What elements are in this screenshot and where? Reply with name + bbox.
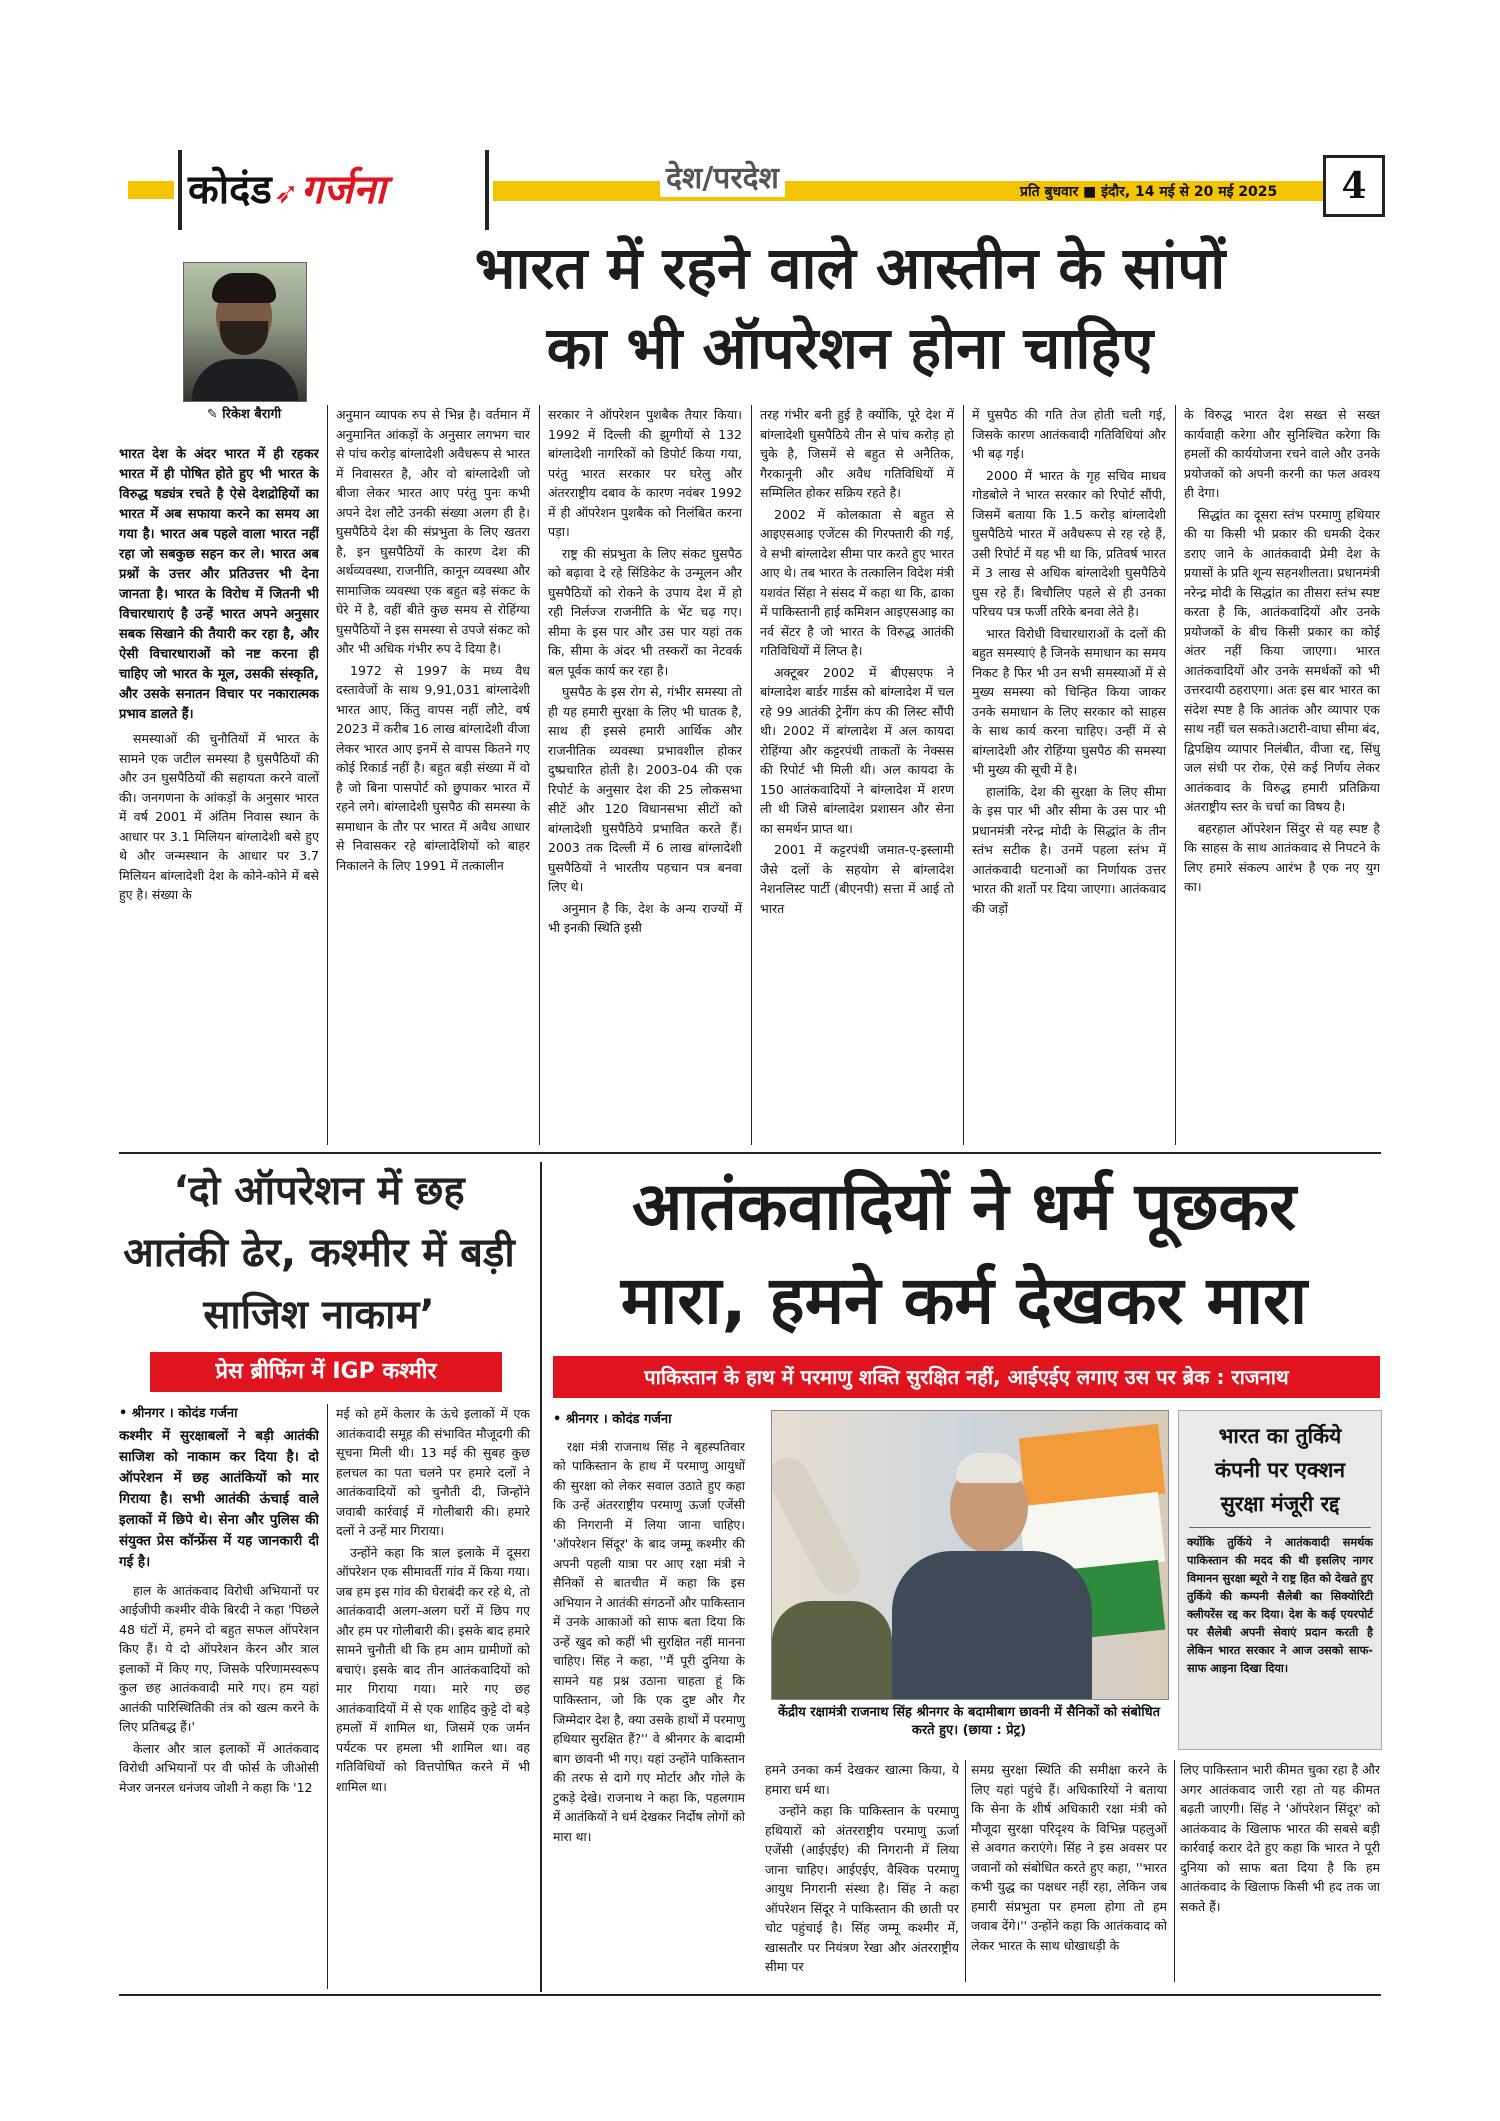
article1-col5d: हालांकि, देश की सुरक्षा के लिए सीमा के इस पार भी और सीमा के उस पार भी प्रधानमंत्री नरेन्द्र मोदी के सिद्धांत के तीन स्तंभ सटीक है। उनमें पहला स्तंभ में आतंकवादी घटनाओं का निर्णायक उत्तर भारत की शर्तो पर दिया जाएगा। आतंकवाद की जड़ों — [972, 783, 1166, 916]
article1-col2a: अनुमान व्यापक रुप से भिन्न है। वर्तमान में अनुमानित आंकड़ों के अनुसार लगभग चार से पांच करोड़ बांग्लादेशी अवैधरूप से भारत में निवासरत है, और वो बांग्लादेशी जो बीजा लेकर भारत आए परंतु पुनः कभी अपने देश लौटे उनकी संख्या अलग ही है। घुसपैठिये देश की संप्रभुता के लिए खतरा है, इन घुसपैठियों के कारण देश की अर्थव्यवस्था, राजनीति, कानून व्यवस्था और सामाजिक व्यवस्था एक बहुत बड़े संकट के घेरे में है, वहीं बीते कुछ समय से रोहिंग्या घुसपैठियों ने इस समस्या से उपजे संकट को और भी अधिक गंभीर रुप दे दिया है। — [336, 407, 530, 656]
column-rule — [540, 1162, 542, 1992]
issue-frequency: प्रति बुधवार — [1020, 184, 1079, 200]
author-photo-beard — [220, 321, 268, 355]
section-title: देश/परदेश — [660, 156, 785, 197]
article2-col1b-text: केलार और त्राल इलाकों में आतंकवाद विरोधी अभियानों पर वी फोर्स के जीओसी मेजर जनरल धनंजय जोशी ने कहा कि '12 — [119, 1740, 319, 1795]
author-photo-shirt — [192, 359, 298, 402]
issue-info: प्रति बुधवार ■ इंदौर, 14 मई से 20 मई 2025 — [1020, 184, 1278, 200]
section-divider — [119, 1152, 1381, 1154]
article1-col4b: 2002 में कोलकाता से बहुत से आइएसआइ एजेंटस की गिरफ्तारी की गई, वे सभी बांग्लादेश सीमा पार करते हुए भारत आए थे। तब भारत के तत्कालिन विदेश मंत्री यशवंत सिंहा ने संसद में कहा था कि, ढाका में पाकिस्तानी हाई कमिशन आइएसआइ का नर्व सेंटर है जो भारत के विरुद्ध आतंकी गतिविधियों में लिप्त है। — [760, 506, 954, 658]
article1-col3d: अनुमान है कि, देश के अन्य राज्यों में भी इनकी स्थिति इसी — [548, 900, 742, 935]
sidebar-box — [1178, 1410, 1382, 1750]
article3-col2-text: हमने उनका कर्म देखकर खात्मा किया, ये हमारा धर्म था। — [765, 1762, 959, 1797]
column-rule — [1174, 1760, 1175, 1982]
sidebar-headline-line1: भारत का तुर्किये — [1218, 1424, 1342, 1448]
article3-col4-text: लिए पाकिस्तान भारी कीमत चुका रहा है और अगर आतंकवाद जारी रहा तो यह कीमत बढ़ती जाएगी। सिंह ने 'ऑपरेशन सिंदूर' को आतंकवाद के खिलाफ भारत की सबसे बड़ी कार्रवाई करार देते हुए कहा कि भारत ने पूरी दुनिया को साफ बता दिया है कि हम आतंकवाद के खिलाफ किसी भी हद तक जा सकते हैं। — [1180, 1762, 1380, 1914]
photo-person-arm — [771, 1450, 867, 1601]
article3-column-4 — [1180, 1760, 1380, 1982]
article1-col3c: घुसपैठ के इस रोग से, गंभीर समस्या तो ही यह हमारी सुरक्षा के लिए भी घातक है, साथ ही इससे हमारी आर्थिक और राजनीतिक व्यवस्था प्रभावशील होकर दुष्प्रचारित होती है। 2003-04 की एक रिपोर्ट के अनुसार देश की 25 लोकसभा सीटें और 120 विधानसभा सीटों को बांग्लादेशी घुसपैठिये प्रभावित करते हैं। 2003 तक दिल्ली में 6 लाख बांग्लादेशी घुसपैठियों ने भारतीय पहचान पत्र बनवा लिए थे। — [548, 684, 742, 894]
article1-col1-text: समस्याओं की चुनौतियों में भारत के सामने एक जटील समस्या है घुसपैठियों की और उन घुसपैठियों की सहायता करने वालों की। जनगणना के आंकड़ों के अनुसार भारत में वर्ष 2001 में अंतिम निवास स्थान के आधार पर 3.1 मिलियन बांग्लादेशी बसे हुए थे और जन्मस्थान के आधार पर 3.7 मिलियन बांग्लादेशी देश के कोने-कोने में बसे हुए है। संख्या के — [119, 731, 319, 902]
article1-col5c: भारत विरोधी विचारधाराओं के दलों की बहुत समस्याएं है जिनके समाधान का समय निकट है फिर भी उन सभी समस्याओं में से मुख्य समस्या को चिन्हित किया जाकर उनके समाधान के लिए सरकार को साहस के साथ कार्य करना चाहिए। उन्हीं में से बांग्लादेशी और रोहिंग्या घुसपैठ की समस्या भी मुख्य की सूची में है। — [972, 625, 1166, 777]
article3-headline-line2: मारा, हमने कर्म देखकर मारा — [620, 1262, 1308, 1339]
article3-column-3 — [971, 1760, 1167, 1982]
article2-col1-text: हाल के आतंकवाद विरोधी अभियानों पर आईजीपी कश्मीर वीके बिरदी ने कहा 'पिछले 48 घंटों में, हमने दो बहुत सफल ऑपरेशन किए हैं। ये दो ऑपरेशन केरन और त्राल इलाकों में किए गए, जिसके परिणामस्वरूप कुल छह आतंकवादी मारे गए। हम यहां आतंकी पारिस्थितिकी तंत्र को खत्म करने के लिए प्रतिबद्ध हैं।' — [119, 1582, 319, 1734]
article1-column-4 — [760, 405, 954, 1145]
article1-col2b: 1972 से 1997 के मध्य वैध दस्तावेजों के साथ 9,91,031 बांग्लादेशी भारत आए, किंतु वापस नहीं लौटे, वर्ष 2023 में करीब 16 लाख बांग्लादेशी वीजा लेकर भारत आए इनमें से वापस कितने गए कोई रिकार्ड नहीं है। बहुत बड़ी संख्या में वो है जो बिना पासपोर्ट को छुपाकर भारत में रहने लगे। बांग्लादेशी घुसपैठ की समस्या के समाधान के तौर पर भारत में अवैध आधार से निवासकर रहे बांग्लादेशियों को बाहर निकालने के लिए 1991 में तत्कालीन — [336, 662, 530, 873]
article1-lead: भारत देश के अंदर भारत में ही रहकर भारत में ही पोषित होते हुए भी भारत के विरुद्ध षड्यंत्र रचते है ऐसे देशद्रोहियों का भारत में अब सफाया करने का समय आ गया है। भारत अब पहले वाला भारत नहीं रहा जो सबकुछ सहन कर ले। भारत अब प्रश्नों के उत्तर और प्रतिउत्तर भी देना जानता है। भारत के विरोध में जितनी भी विचारधाराएं है उन्हें भारत अपने अनुसार सबक सिखाने की तैयारी कर रहा है, और ऐसी विचारधाराओं को नष्ट करना ही चाहिए जो भारत के मूल, उसकी संस्कृति, और उसके सनातन विचार पर नकारात्मक प्रभाव डालते हैं। — [119, 447, 319, 722]
masthead-bar-left — [128, 181, 174, 199]
masthead-divider — [178, 150, 182, 230]
column-rule — [965, 1760, 966, 1982]
author-photo-hair — [212, 273, 276, 303]
article2-headline: ‘दो ऑपरेशन में छह आतंकी ढेर, कश्मीर में बड़ी साजिश नाकाम’ — [123, 1168, 515, 1338]
page-bottom-rule — [119, 1994, 1381, 1996]
article1-headline — [320, 228, 1380, 388]
sidebar-headline — [1179, 1419, 1381, 1521]
sidebar-headline-line3: सुरक्षा मंजूरी रद्द — [1220, 1492, 1340, 1516]
sidebar-body: क्योंकि तुर्किये ने आतंकवादी समर्थक पाकिस्तान की मदद की थी इसलिए नागर विमानन सुरक्षा ब्यूरो ने राष्ट्र हित को देखते हुए तुर्किये की कम्पनी सैलेबी का सिक्योरिटी क्लीयरेंस रद्द कर दिया। देश के कई एयरपोर्ट पर सैलेबी अपनी सेवाएं प्रदान करती है लेकिन भारत सरकार ने आज उसको साफ-साफ आइना दिखा दिया। — [1187, 1536, 1373, 1675]
newspaper-logo — [188, 160, 386, 220]
article1-col5b: 2000 में भारत के गृह सचिव माधव गोडबोले ने भारत सरकार को रिपोर्ट सौंपी, जिसमें बताया कि 1.5 करोड़ बांग्लादेशी घुसपैठिये भारत में अवैधरूप से रह रहे हैं, उसी रिपोर्ट में यह भी था कि, प्रतिवर्ष भारत में 3 लाख से अधिक बांग्लादेशी घुसपैठिये घुस रहे हैं। बिचौलिए पहले से ही उनका परिचय पत्र फर्जी तरिके बनवा लेते है। — [972, 467, 1166, 619]
photo-person-hair — [956, 1453, 1022, 1483]
column-rule — [963, 405, 964, 1145]
article1-col6a: के विरुद्ध भारत देश सख्त से सख्त कार्यवाही करेगा और सुनिश्चित करेगा कि हमलों की कार्ययोजना रचने वाले और उनके प्रयोजकों को अपनी करनी का फल अवश्य ही देगा। — [1184, 407, 1380, 500]
article1-column-3 — [548, 405, 742, 1145]
article2-strap: प्रेस ब्रीफिंग में IGP कश्मीर — [150, 1352, 502, 1392]
logo-text-red: गर्जना — [300, 167, 386, 213]
sidebar-rule — [1189, 1527, 1371, 1528]
article3-strap: पाकिस्तान के हाथ में परमाणु शक्ति सुरक्षित नहीं, आईएईए लगाए उस पर ब्रेक : राजनाथ — [553, 1356, 1380, 1398]
article2-column-1 — [119, 1404, 319, 1989]
article1-headline-line1: भारत में रहने वाले आस्तीन के सांपों — [474, 234, 1226, 302]
column-rule — [539, 405, 540, 1145]
column-rule — [1175, 405, 1176, 1145]
article3-headline-line1: आतंकवादियों ने धर्म पूछकर — [631, 1168, 1297, 1245]
photo-caption: केंद्रीय रक्षामंत्री राजनाथ सिंह श्रीनगर के बदामीबाग छावनी में सैनिकों को संबोधित करते हुए। (छाया : प्रेट्र) — [777, 1705, 1160, 1738]
article3-column-2 — [765, 1760, 959, 1982]
column-rule — [327, 405, 328, 1145]
masthead-divider-2 — [485, 150, 489, 230]
article1-col3b: राष्ट्र की संप्रभुता के लिए संकट घुसपैठ को बढ़ावा दे रहे सिंडिकेट के उन्मूलन और घुसपैठियों को रोकने के उपाय देश में हो रही निर्लज्ज राजनीति के भेंट चढ़ गए। सीमा के इस पार और उस पार यहां तक कि, सीमा के अंदर भी तस्करों का नेटवर्क बल पूर्वक कार्य कर रहा है। — [548, 545, 742, 678]
column-rule — [751, 405, 752, 1145]
photo-soldier — [772, 1601, 892, 1700]
article1-col4a: तरह गंभीर बनी हुई है क्योंकि, पूरे देश में बांग्लादेशी घुसपैठिये तीन से पांच करोड़ हो चुके है, जिसमें से बहुत से अनैतिक, गैरकानूनी और अवैध गतिविधियों में सम्मिलित होकर सक्रिय रहते है। — [760, 407, 954, 500]
article1-headline-line2: का भी ऑपरेशन होना चाहिए — [546, 314, 1154, 382]
article3-headline — [548, 1160, 1380, 1348]
article2-column-2 — [336, 1404, 530, 1989]
article2-col2-text: मई को हमें केलार के ऊंचे इलाकों में एक आतंकवादी समूह की संभावित मौजूदगी की सूचना मिली थी। 13 मई की सुबह कुछ हलचल का पता चलने पर हमारे दलों ने आतंकवादियों को चुनौती दी, जिन्होंने जवाबी कार्रवाई में गोलीबारी की। हमारे दलों ने उन्हें मार गिराया। — [336, 1406, 530, 1538]
article3-col1-text: रक्षा मंत्री राजनाथ सिंह ने बृहस्पतिवार को पाकिस्तान के हाथ में परमाणु आयुधों की सुरक्षा को लेकर सवाल उठाते हुए कहा कि उन्हें अंतरराष्ट्रीय परमाणु ऊर्जा एजेंसी की निगरानी में लिया जाना चाहिए। 'ऑपरेशन सिंदूर' के बाद जम्मू कश्मीर की अपनी पहली यात्रा पर आए रक्षा मंत्री ने सैनिकों से बातचीत में कहा कि इस अभियान ने आतंकी संगठनों और पाकिस्तान में उनके आकाओं को साफ बता दिया कि उन्हें खुद को कहीं भी सुरक्षित नहीं मानना चाहिए। सिंह ने कहा, ''मैं पूरी दुनिया के सामने यह प्रश्न उठाना चाहता हूं कि पाकिस्तान, जो कि एक दुष्ट और गैर जिम्मेदार देश है, क्या उसके हाथों में परमाणु हथियार सुरक्षित हैं?'' वे श्रीनगर के बादामी बाग छावनी भी गए। यहां उन्होंने पाकिस्तान की तरफ से दागे गए मोर्टार और गोले के टुकड़े देखे। राजनाथ ने कहा कि, पहलगाम में आतंकियों ने धर्म देखकर निर्दोष लोगों को मारा था। — [553, 1439, 745, 1844]
author-name: रिकेश बैरागी — [222, 407, 282, 422]
rajnath-photo — [771, 1410, 1169, 1700]
page-number: 4 — [1323, 155, 1385, 217]
article3-col3-text: समग्र सुरक्षा स्थिति की समीक्षा करने के लिए यहां पहुंचे हैं। अधिकारियों ने बताया कि सेना के शीर्ष अधिकारी रक्षा मंत्री को मौजूदा सुरक्षा परिदृश्य के विभिन्न पहलुओं से अवगत कराएंगे। सिंह ने इस अवसर पर जवानों को संबोधित करते हुए कहा, ''भारत कभी युद्ध का पक्षधर नहीं रहा, लेकिन जब हमारी संप्रभुता पर हमला होगा तो हम जवाब देंगे।'' उन्होंने कहा कि आतंकवाद को लेकर भारत के साथ धोखाधड़ी के — [971, 1762, 1167, 1953]
article2-col2b-text: उन्होंने कहा कि त्राल इलाके में दूसरा ऑपरेशन एक सीमावर्ती गांव में किया गया। जब हम इस गांव की घेराबंदी कर रहे थे, तो आतंकवादी अलग-अलग घरों में छिप गए और हम पर गोलीबारी की। इसके बाद हमारे सामने चुनौती थी कि हम आम ग्रामीणों को बचाएं। इसके बाद तीन आतंकवादियों को मार गिराया गया। मारे गए छह आतंकवादियों में से एक शाहिद कुट्टे दो बड़े हमलों में शामिल था, जिसमें एक जर्मन पर्यटक पर हमला भी शामिल था। वह गतिविधियों को वित्तपोषित करने में भी शामिल था। — [336, 1544, 530, 1794]
article1-col4d: 2001 में कट्टरपंथी जमात-ए-इस्लामी जैसे दलों के सहयोग से बांग्लादेश नेशनलिस्ट पार्टी (बीएनपी) सत्ता में आई तो भारत — [760, 842, 954, 916]
author-photo — [183, 262, 307, 402]
article3-dateline: • श्रीनगर । कोदंड गर्जना — [553, 1412, 672, 1427]
article1-column-2 — [336, 405, 530, 1145]
article1-column-5 — [972, 405, 1166, 1145]
sidebar-headline-line2: कंपनी पर एक्शन — [1214, 1458, 1346, 1482]
article2-lead: कश्मीर में सुरक्षाबलों ने बड़ी आतंकी साजिश को नाकाम कर दिया है। दो ऑपरेशन में छह आतंकियों को मार गिराया है। सभी आतंकी ऊंचाई वाले इलाकों में छिपे थे। सेना और पुलिस की संयुक्त प्रेस कॉन्फ्रेंस में यह जानकारी दी गई है। — [119, 1427, 319, 1570]
bow-icon: ➶ — [273, 176, 299, 211]
article1-col3a: सरकार ने ऑपरेशन पुशबैक तैयार किया। 1992 में दिल्ली की झुग्गीयों से 132 बांग्लादेशी नागरिकों को डिपोर्ट किया गया, परंतु भारत सरकार पर घरेलु और अंतरराष्ट्रीय दबाव के कारण नवंबर 1992 में ही ऑपरेशन पुशबैक को निलंबित करना पड़ा। — [548, 407, 742, 539]
article3-column-1 — [553, 1410, 745, 1975]
author-byline: ✎ रिकेश बैरागी — [206, 407, 282, 422]
column-rule — [327, 1404, 328, 1989]
photo-person-body — [892, 1551, 1092, 1700]
article1-column-6 — [1184, 405, 1380, 1145]
article1-column-1 — [119, 445, 319, 1145]
article1-col6b: सिद्धांत का दूसरा स्तंभ परमाणु हथियार की या किसी भी प्रकार की धमकी देकर डराए जाने के आतंकवादी प्रेमी देश के प्रयासों के प्रति शून्य सहनशीलता। प्रधानमंत्री नरेन्द्र मोदी के सिद्धांत का तीसरा स्तंभ स्पष्ट करता है कि, आतंकवादियों और उनके प्रयोजकों के बीच किसी प्रकार का कोई अंतर नहीं किया जाएगा। भारत आतंकवादियों और उनके समर्थकों को भी उत्तरदायी ठहराएगा। अतः इस बार भारत का संदेश स्पष्ट है कि आतंक और व्यापार एक साथ नहीं चल सकते।अटारी-वाघा सीमा बंद, द्विपक्षिय व्यापार निलंबीत, वीजा रद्द, सिंधु जल संधी पर रोक, ऐसे कई निर्णय लेकर आतंकवाद के विरुद्ध हमारी प्रतिक्रिया अंतराष्ट्रीय स्तर के चर्चा का विषय है। — [1184, 506, 1380, 814]
article2-dateline: • श्रीनगर । कोदंड गर्जना — [119, 1406, 238, 1421]
article1-col6c: बहरहाल ऑपरेशन सिंदुर से यह स्पष्ट है कि साहस के साथ आतंकवाद से निपटने के लिए हमारे संकल्प आरंभ है एक नए युग का। — [1184, 820, 1380, 894]
logo-text-black: कोदंड — [188, 167, 272, 213]
article1-col4c: अक्टूबर 2002 में बीएसएफ ने बांग्लादेश बार्डर गार्डस को बांग्लादेश में चल रहे 99 आतंकी ट्रेनींग कंप की लिस्ट सौंपी थी। 2002 में बांग्लादेश में अल कायदा रोहिंग्या और कट्टरपंथी ताकतों के नेक्सस की रिपोर्ट भी मिली थी। अल कायदा के 150 आतंकवादियों ने बांग्लादेश में शरण ली थी जिसे बांग्लादेश प्रशासन और सेना का समर्थन प्राप्त था। — [760, 664, 954, 836]
article1-col5a: में घुसपैठ की गति तेज होती चली गई, जिसके कारण आतंकवादी गतिविधियां और भी बढ़ गई। — [972, 407, 1166, 461]
issue-date: इंदौर, 14 मई से 20 मई 2025 — [1101, 184, 1278, 200]
article3-col2b-text: उन्होंने कहा कि पाकिस्तान के परमाणु हथियारों को अंतरराष्ट्रीय परमाणु ऊर्जा एजेंसी (आईएईए) की निगरानी में लिया जाना चाहिए। आईएईए, वैश्विक परमाणु आयुध निगरानी संस्था है। सिंह ने कहा ऑपरेशन सिंदूर ने पाकिस्तान की छाती पर चोट पहुंचाई है। सिंह जम्मू कश्मीर में, खासतौर पर नियंत्रण रेखा और अंतरराष्ट्रीय सीमा पर — [765, 1803, 959, 1974]
